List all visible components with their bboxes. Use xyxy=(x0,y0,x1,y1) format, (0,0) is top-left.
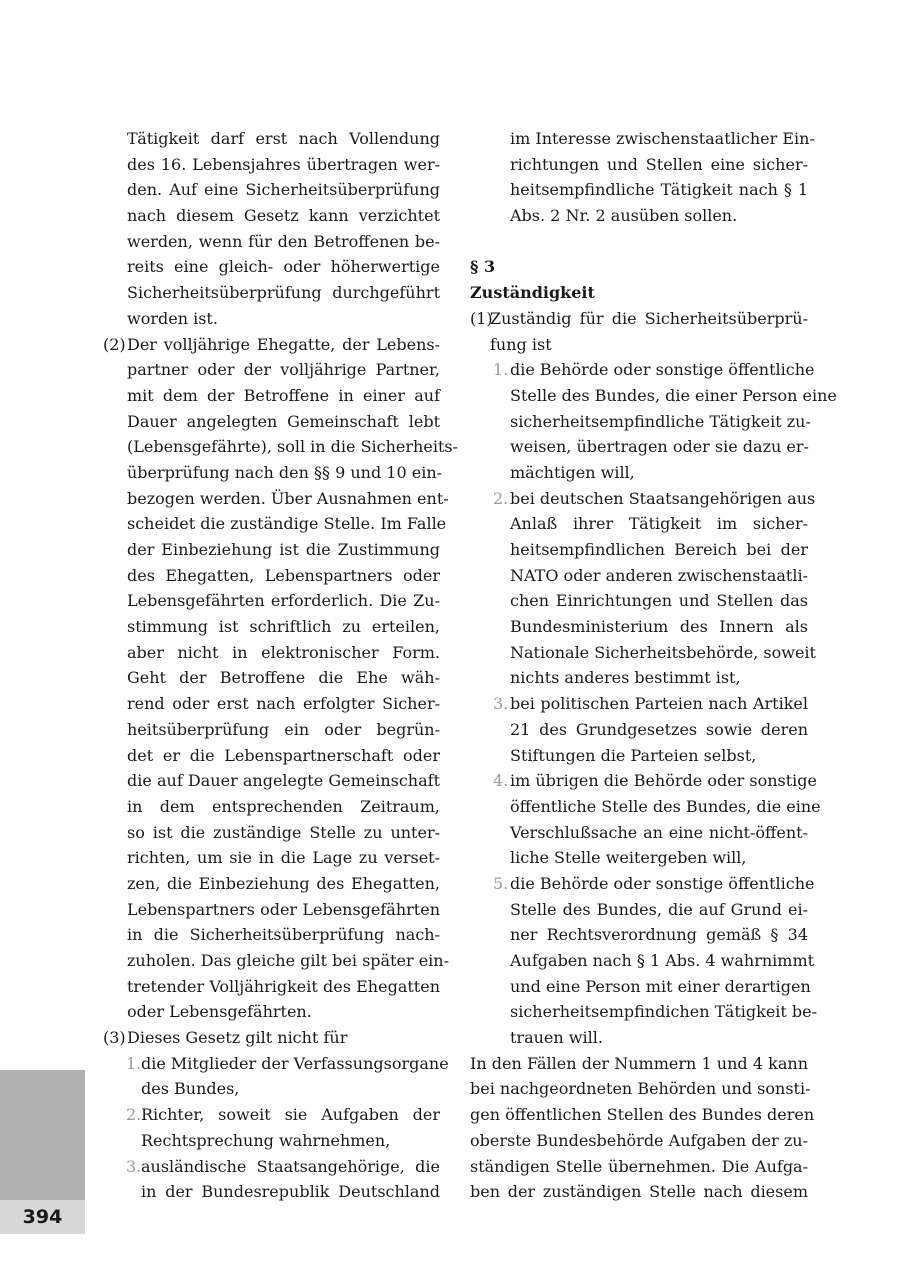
text-line: Aufgaben nach § 1 Abs. 4 wahrnimmt xyxy=(510,951,815,970)
list-number: 4. xyxy=(493,771,509,791)
text-line: oder Lebensgefährten. xyxy=(127,1002,312,1022)
text-line: die Behörde oder sonstige öffentliche xyxy=(510,360,815,380)
text-line: nichts anderes bestimmt ist, xyxy=(510,668,741,688)
text-line: mit dem der Betroffene in einer auf xyxy=(127,385,440,405)
text-line: Der volljährige Ehegatte, der Lebens- xyxy=(127,334,440,354)
list-item xyxy=(470,691,808,768)
text-line: 21 des Grundgesetzes sowie deren xyxy=(510,719,808,739)
text-line: die Mitglieder der Verfassungsorgane xyxy=(141,1053,449,1073)
text-line: mächtigen will, xyxy=(510,462,635,482)
paragraph-marker: (2) xyxy=(103,334,126,354)
text-line: gen öffentlichen Stellen des Bundes deren xyxy=(470,1105,815,1125)
text-line: bei nachgeordneten Behörden und sonsti- xyxy=(470,1079,811,1099)
text-line: so ist die zuständige Stelle zu unter- xyxy=(127,822,440,842)
section-number: § 3 xyxy=(470,257,496,277)
text-line: zen, die Einbeziehung des Ehegatten, xyxy=(127,873,440,893)
list-item xyxy=(470,871,818,1051)
list-item xyxy=(470,357,837,485)
list-number: 3. xyxy=(126,1156,142,1176)
text-line: ständigen Stelle übernehmen. Die Aufga- xyxy=(470,1156,808,1176)
list-item xyxy=(470,768,821,871)
list-number: 2. xyxy=(493,488,509,508)
left-column xyxy=(103,126,458,1205)
text-line: ner Rechtsverordnung gemäß § 34 xyxy=(510,925,808,945)
text-line: des 16. Lebensjahres übertragen wer- xyxy=(127,154,440,174)
text-line: Abs. 2 Nr. 2 ausüben sollen. xyxy=(510,206,738,226)
text-line: Stiftungen die Parteien selbst, xyxy=(510,745,757,765)
text-line: Anlaß ihrer Tätigkeit im sicher- xyxy=(510,514,808,534)
paragraph-2 xyxy=(103,332,458,1026)
text-line: NATO oder anderen zwischenstaatli- xyxy=(510,565,808,585)
text-line: ben der zuständigen Stelle nach diesem xyxy=(470,1182,808,1202)
list-number: 2. xyxy=(126,1105,142,1125)
text-line: die Behörde oder sonstige öffentliche xyxy=(510,873,815,893)
text-line: heitsempfindliche Tätigkeit nach § 1 xyxy=(510,180,808,200)
text-line: trauen will. xyxy=(510,1028,603,1048)
list-number: 3. xyxy=(493,694,509,714)
list-number: 1. xyxy=(126,1053,142,1073)
list-item xyxy=(470,486,816,692)
text-line: in die Sicherheitsüberprüfung nach- xyxy=(127,925,440,945)
text-line: bei deutschen Staatsangehörigen aus xyxy=(510,488,816,508)
text-line: bei politischen Parteien nach Artikel xyxy=(510,694,808,714)
text-line: Bundesministerium des Innern als xyxy=(510,617,808,637)
text-line: des Bundes, xyxy=(141,1079,240,1099)
text-line: zuholen. Das gleiche gilt bei später ein- xyxy=(127,951,449,970)
text-line: fung ist xyxy=(490,334,552,354)
right-column xyxy=(470,126,837,1205)
text-line: liche Stelle weitergeben will, xyxy=(510,848,747,868)
text-line: ausländische Staatsangehörige, die xyxy=(141,1156,440,1176)
section-title: Zuständigkeit xyxy=(470,283,595,303)
text-line: Rechtsprechung wahrnehmen, xyxy=(141,1130,391,1150)
text-line: det er die Lebenspartnerschaft oder xyxy=(127,745,440,765)
text-line: Verschlußsache an eine nicht-öffent- xyxy=(510,822,808,842)
paragraph-marker: (1) xyxy=(470,308,493,328)
text-line: weisen, übertragen oder sie dazu er- xyxy=(510,437,809,457)
text-line: oberste Bundesbehörde Aufgaben der zu- xyxy=(470,1130,808,1150)
text-line: Richter, soweit sie Aufgaben der xyxy=(141,1105,440,1125)
text-line: richten, um sie in die Lage zu verset- xyxy=(127,848,440,868)
text-line: reits eine gleich- oder höherwertige xyxy=(127,257,440,277)
text-line: aber nicht in elektronischer Form. xyxy=(127,642,440,662)
paragraph-3 xyxy=(103,1025,449,1205)
text-line: Zuständig für die Sicherheitsüberprü- xyxy=(490,308,808,328)
text-line: sicherheitsempfindichen Tätigkeit be- xyxy=(510,1002,818,1022)
paragraph-1-continuation xyxy=(103,126,440,332)
text-line: Tätigkeit darf erst nach Vollendung xyxy=(127,129,440,148)
text-line: die auf Dauer angelegte Gemeinschaft xyxy=(127,771,440,791)
text-line: den. Auf eine Sicherheitsüberprüfung xyxy=(127,180,440,200)
text-line: Dauer angelegten Gemeinschaft lebt xyxy=(127,411,440,431)
text-line: heitsempfindlichen Bereich bei der xyxy=(510,540,808,559)
text-line: öffentliche Stelle des Bundes, die eine xyxy=(510,796,821,816)
text-line: überprüfung nach den §§ 9 und 10 ein- xyxy=(127,462,443,482)
list-number: 1. xyxy=(493,360,509,380)
text-line: Geht der Betroffene die Ehe wäh- xyxy=(127,668,440,688)
text-line: in der Bundesrepublik Deutschland xyxy=(141,1182,440,1202)
text-line: tretender Volljährigkeit des Ehegatten xyxy=(127,976,440,996)
text-line: Lebensgefährten erforderlich. Die Zu- xyxy=(127,591,440,611)
text-line: sicherheitsempfindliche Tätigkeit zu- xyxy=(510,411,811,431)
text-line: Lebenspartners oder Lebensgefährten xyxy=(127,899,440,919)
text-line: des Ehegatten, Lebenspartners oder xyxy=(127,565,440,585)
list-number: 5. xyxy=(493,873,509,893)
text-line: werden, wenn für den Betroffenen be- xyxy=(127,231,440,251)
text-line: Nationale Sicherheitsbehörde, soweit xyxy=(510,642,816,662)
text-line: partner oder der volljährige Partner, xyxy=(127,360,440,380)
text-line: Dieses Gesetz gilt nicht für xyxy=(127,1028,348,1048)
text-line: heitsüberprüfung ein oder begrün- xyxy=(127,719,440,739)
text-line: scheidet die zuständige Stelle. Im Falle xyxy=(127,514,447,534)
text-line: rend oder erst nach erfolgter Sicher- xyxy=(127,694,440,714)
paragraph-continuation xyxy=(470,126,815,229)
text-line: im übrigen die Behörde oder sonstige xyxy=(510,771,818,791)
text-line: im Interesse zwischenstaatlicher Ein- xyxy=(510,129,815,148)
text-line: Stelle des Bundes, die einer Person eine xyxy=(510,385,837,405)
text-line: und eine Person mit einer derartigen xyxy=(510,976,811,996)
text-line: worden ist. xyxy=(127,308,218,328)
text-line: In den Fällen der Nummern 1 und 4 kann xyxy=(470,1053,808,1073)
thumb-index-tab xyxy=(0,1070,85,1200)
text-line: bezogen werden. Über Ausnahmen ent- xyxy=(127,488,449,508)
text-line: richtungen und Stellen eine sicher- xyxy=(510,154,808,174)
text-line: in dem entsprechenden Zeitraum, xyxy=(127,796,440,816)
text-line: Sicherheitsüberprüfung durchgeführt xyxy=(127,283,440,303)
closing-paragraph xyxy=(470,1051,815,1205)
paragraph-1 xyxy=(470,306,808,357)
paragraph-marker: (3) xyxy=(103,1028,126,1048)
text-line: chen Einrichtungen und Stellen das xyxy=(510,591,808,611)
text-line: nach diesem Gesetz kann verzichtet xyxy=(127,206,440,226)
text-line: Stelle des Bundes, die auf Grund ei- xyxy=(510,899,808,919)
text-line: (Lebensgefährte), soll in die Sicherheits- xyxy=(127,437,458,457)
page-number: 394 xyxy=(0,1200,85,1234)
text-line: der Einbeziehung ist die Zustimmung xyxy=(127,540,440,559)
text-line: stimmung ist schriftlich zu erteilen, xyxy=(127,617,440,637)
